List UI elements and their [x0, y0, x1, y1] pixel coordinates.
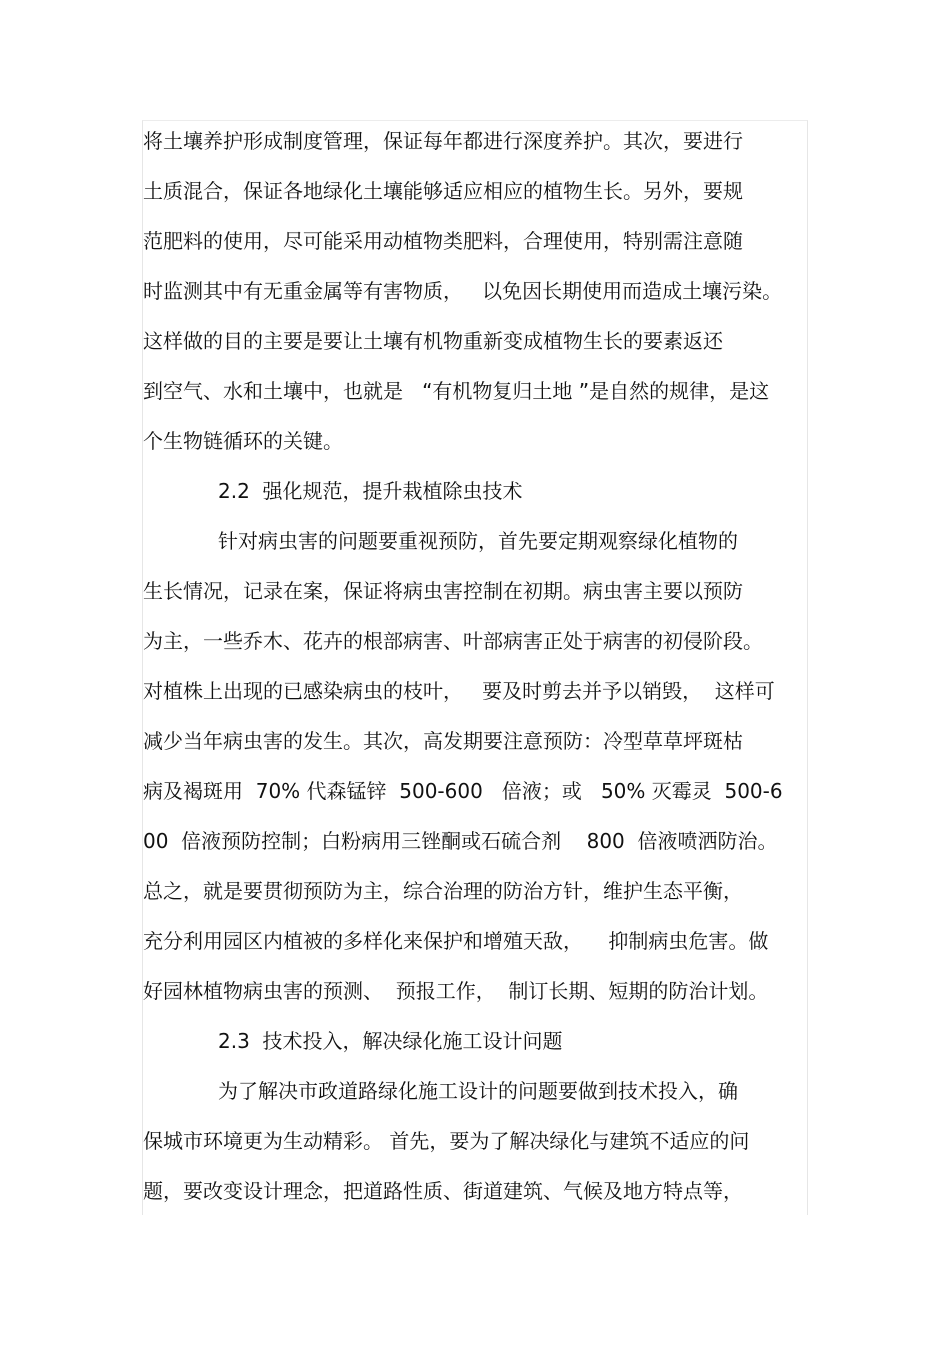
body-text-line: 好园林植物病虫害的预测、 预报工作， 制订长期、短期的防治计划。 [143, 979, 769, 1003]
body-text-line: 为主，一些乔木、花卉的根部病害、叶部病害正处于病害的初侵阶段。 [143, 629, 763, 653]
body-text-line: 将土壤养护形成制度管理，保证每年都进行深度养护。其次，要进行 [143, 129, 743, 153]
body-text-line: 保城市环境更为生动精彩。 首先，要为了解决绿化与建筑不适应的问 [143, 1129, 750, 1153]
body-text-line: 总之，就是要贯彻预防为主，综合治理的防治方针，维护生态平衡， [143, 879, 743, 903]
body-text-line: 这样做的目的主要是要让土壤有机物重新变成植物生长的要素返还 [143, 329, 723, 353]
section-heading-2-2: 2.2 强化规范，提升栽植除虫技术 [218, 479, 523, 503]
body-text-line: 范肥料的使用，尽可能采用动植物类肥料，合理使用，特别需注意随 [143, 229, 743, 253]
body-text-line: 对植株上出现的已感染病虫的枝叶， 要及时剪去并予以销毁， 这样可 [143, 679, 775, 703]
body-text-line: 减少当年病虫害的发生。其次，高发期要注意预防：冷型草草坪斑枯 [143, 729, 743, 753]
paragraph-first-line: 针对病虫害的问题要重视预防，首先要定期观察绿化植物的 [218, 529, 738, 553]
body-text-line: 时监测其中有无重金属等有害物质， 以免因长期使用而造成土壤污染。 [143, 279, 783, 303]
body-text-line: 生长情况，记录在案，保证将病虫害控制在初期。病虫害主要以预防 [143, 579, 743, 603]
body-text-line: 00 倍液预防控制；白粉病用三锉酮或石硫合剂 800 倍液喷洒防治。 [143, 829, 778, 853]
section-heading-2-3: 2.3 技术投入，解决绿化施工设计问题 [218, 1029, 563, 1053]
body-text-line: 充分利用园区内植被的多样化来保护和增殖天敌， 抑制病虫危害。做 [143, 929, 769, 953]
body-text-line: 题，要改变设计理念，把道路性质、街道建筑、气候及地方特点等， [143, 1179, 743, 1203]
body-text-line: 个生物链循环的关键。 [143, 429, 343, 453]
body-text-line: 病及褐斑用 70% 代森锰锌 500-600 倍液；或 50% 灭霉灵 500-6 [143, 779, 783, 803]
body-text-line: 土质混合，保证各地绿化土壤能够适应相应的植物生长。另外，要规 [143, 179, 743, 203]
paragraph-first-line: 为了解决市政道路绿化施工设计的问题要做到技术投入，确 [218, 1079, 738, 1103]
body-text-line: 到空气、水和土壤中，也就是 “有机物复归土地 ”是自然的规律，是这 [143, 379, 770, 403]
